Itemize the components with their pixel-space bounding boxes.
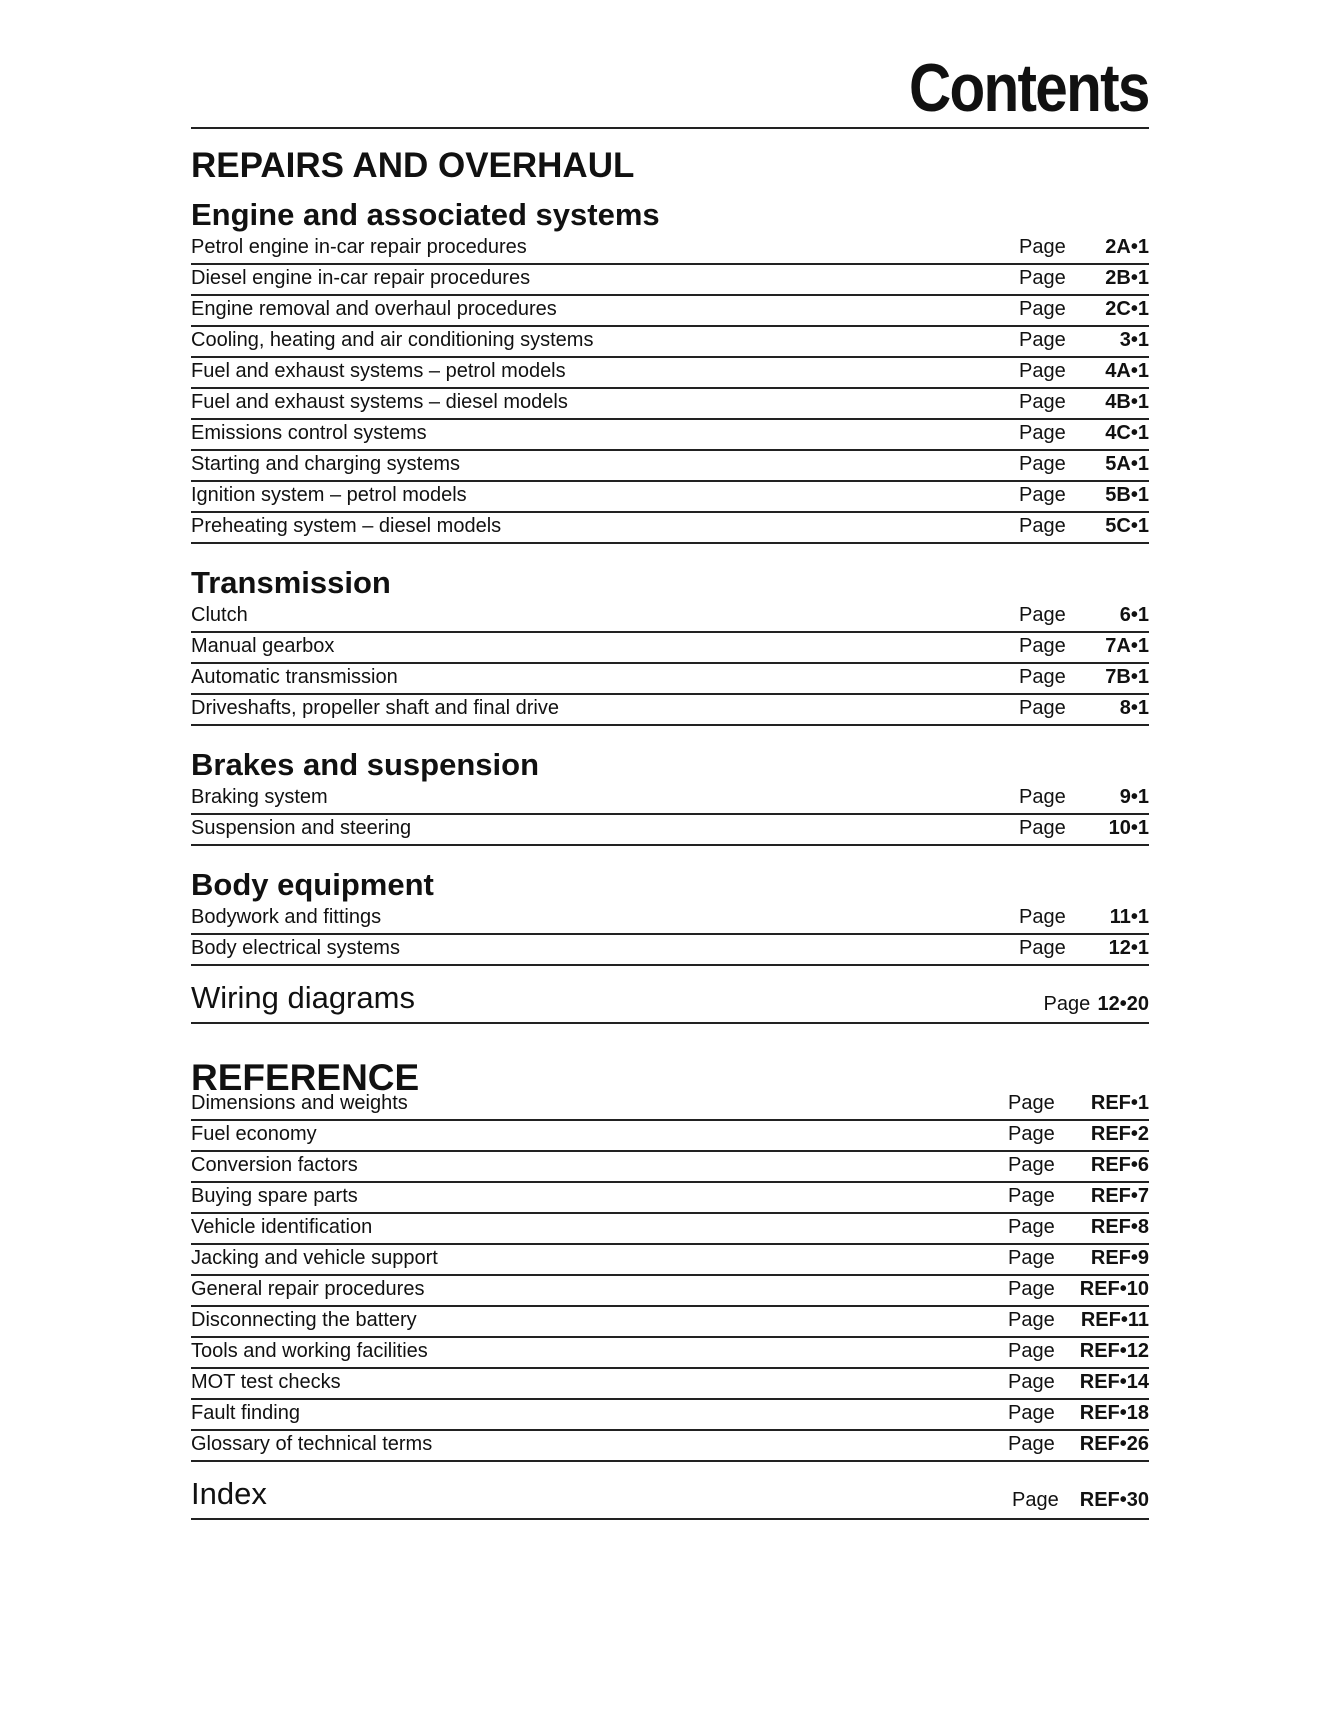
contents-entry[interactable] bbox=[191, 935, 1149, 966]
page-number: REF•2 bbox=[1090, 1123, 1149, 1145]
page-word: Page bbox=[1019, 329, 1066, 351]
page-number: 6•1 bbox=[1119, 604, 1149, 626]
page-number: 9•1 bbox=[1119, 786, 1149, 808]
page-number: 4B•1 bbox=[1105, 391, 1149, 413]
page-word: Page bbox=[1019, 298, 1066, 320]
page-number: 5C•1 bbox=[1105, 515, 1149, 537]
page-number: 7A•1 bbox=[1105, 635, 1149, 657]
entry-label: Fault finding bbox=[191, 1402, 300, 1424]
entry-label: Conversion factors bbox=[191, 1154, 358, 1176]
page-word: Page bbox=[1008, 1216, 1055, 1238]
group-engine bbox=[191, 196, 1149, 544]
group-title: Brakes and suspension bbox=[191, 747, 540, 782]
page-word: Page bbox=[1008, 1433, 1055, 1455]
page-number: 4C•1 bbox=[1105, 422, 1149, 444]
page-number: REF•6 bbox=[1090, 1154, 1149, 1176]
entry-label: Bodywork and fittings bbox=[191, 906, 382, 928]
entry-label: Fuel economy bbox=[191, 1123, 317, 1145]
page-number: 12•20 bbox=[1097, 993, 1149, 1015]
entry-label: Cooling, heating and air conditioning systems bbox=[191, 329, 594, 351]
page-word: Page bbox=[1019, 786, 1066, 808]
page-word: Page bbox=[1019, 422, 1066, 444]
page-word: Page bbox=[1008, 1309, 1055, 1331]
entry-label: Manual gearbox bbox=[191, 635, 335, 657]
contents-entry[interactable] bbox=[191, 451, 1149, 482]
entry-label: Body electrical systems bbox=[191, 937, 400, 959]
entry-label: Braking system bbox=[191, 786, 328, 808]
page-number: REF•1 bbox=[1090, 1092, 1149, 1114]
entry-label: Starting and charging systems bbox=[191, 453, 461, 475]
page-word: Page bbox=[1019, 937, 1066, 959]
repairs-heading: REPAIRS AND OVERHAUL bbox=[191, 146, 635, 185]
entry-label: Diesel engine in-car repair procedures bbox=[191, 267, 531, 289]
entry-label: Preheating system – diesel models bbox=[191, 515, 502, 537]
group-title: Transmission bbox=[191, 565, 391, 600]
entry-label: Fuel and exhaust systems – petrol models bbox=[191, 360, 566, 382]
contents-entry[interactable] bbox=[191, 513, 1149, 544]
contents-entry[interactable] bbox=[191, 633, 1149, 664]
contents-entry[interactable] bbox=[191, 234, 1149, 265]
contents-entry[interactable] bbox=[191, 695, 1149, 726]
page-word: Page bbox=[1008, 1371, 1055, 1393]
page-word: Page bbox=[1008, 1247, 1055, 1269]
page-number: REF•18 bbox=[1079, 1402, 1149, 1424]
page-word: Page bbox=[1019, 484, 1066, 506]
page-word: Page bbox=[1008, 1185, 1055, 1207]
page-word: Page bbox=[1019, 391, 1066, 413]
contents-entry[interactable] bbox=[191, 482, 1149, 513]
entry-label: Wiring diagrams bbox=[191, 980, 415, 1015]
entry-label: Vehicle identification bbox=[191, 1216, 373, 1238]
page-title: Contents bbox=[909, 50, 1149, 126]
group-title: Body equipment bbox=[191, 867, 434, 902]
page-word: Page bbox=[1008, 1154, 1055, 1176]
page-word: Page bbox=[1008, 1123, 1055, 1145]
group-items bbox=[191, 602, 1149, 726]
page-number: 2C•1 bbox=[1105, 298, 1149, 320]
page-number: REF•7 bbox=[1090, 1185, 1149, 1207]
page-number: REF•12 bbox=[1079, 1340, 1149, 1362]
entry-label: Automatic transmission bbox=[191, 666, 398, 688]
group-items bbox=[191, 904, 1149, 966]
page-number: REF•10 bbox=[1079, 1278, 1149, 1300]
entry-label: Ignition system – petrol models bbox=[191, 484, 467, 506]
contents-entry[interactable] bbox=[191, 1214, 1149, 1245]
page-word: Page bbox=[1019, 817, 1066, 839]
contents-entry[interactable] bbox=[191, 1369, 1149, 1400]
entry-label: Dimensions and weights bbox=[191, 1092, 408, 1114]
page-number: 2A•1 bbox=[1105, 236, 1149, 258]
entry-label: Tools and working facilities bbox=[191, 1340, 428, 1362]
entry-label: General repair procedures bbox=[191, 1278, 425, 1300]
page-word: Page bbox=[1019, 236, 1066, 258]
group-transmission bbox=[191, 564, 1149, 726]
page-word: Page bbox=[1012, 1489, 1059, 1511]
entry-label: Driveshafts, propeller shaft and final drive bbox=[191, 697, 559, 719]
page-word: Page bbox=[1019, 666, 1066, 688]
contents-entry[interactable] bbox=[191, 784, 1149, 815]
group-items bbox=[191, 784, 1149, 846]
page-word: Page bbox=[1019, 360, 1066, 382]
group-brakes bbox=[191, 746, 1149, 846]
contents-entry[interactable] bbox=[191, 1152, 1149, 1183]
page-number: REF•11 bbox=[1080, 1309, 1149, 1331]
contents-entry[interactable] bbox=[191, 1183, 1149, 1214]
group-items bbox=[191, 234, 1149, 544]
page-word: Page bbox=[1019, 906, 1066, 928]
page-number: 2B•1 bbox=[1105, 267, 1149, 289]
page-word: Page bbox=[1019, 453, 1066, 475]
entry-label: MOT test checks bbox=[191, 1371, 341, 1393]
reference-heading: REFERENCE bbox=[191, 1057, 420, 1098]
contents-entry[interactable] bbox=[191, 327, 1149, 358]
contents-entry[interactable] bbox=[191, 420, 1149, 451]
wiring-diagrams-entry[interactable] bbox=[191, 980, 1149, 1024]
page-number: 11•1 bbox=[1109, 906, 1149, 928]
contents-body bbox=[191, 146, 1149, 1520]
contents-entry[interactable] bbox=[191, 1400, 1149, 1431]
group-body bbox=[191, 866, 1149, 966]
contents-entry[interactable] bbox=[191, 1090, 1149, 1121]
page-number: REF•9 bbox=[1090, 1247, 1149, 1269]
page-number: 10•1 bbox=[1108, 817, 1149, 839]
contents-entry[interactable] bbox=[191, 296, 1149, 327]
contents-entry[interactable] bbox=[191, 904, 1149, 935]
entry-label: Emissions control systems bbox=[191, 422, 427, 444]
contents-entry[interactable] bbox=[191, 1338, 1149, 1369]
contents-entry[interactable] bbox=[191, 358, 1149, 389]
page-word: Page bbox=[1008, 1092, 1055, 1114]
contents-entry[interactable] bbox=[191, 1307, 1149, 1338]
page-word: Page bbox=[1019, 267, 1066, 289]
page-number: REF•8 bbox=[1090, 1216, 1149, 1238]
entry-label: Fuel and exhaust systems – diesel models bbox=[191, 391, 568, 413]
contents-entry[interactable] bbox=[191, 265, 1149, 296]
contents-entry[interactable] bbox=[191, 1121, 1149, 1152]
page-word: Page bbox=[1008, 1340, 1055, 1362]
reference-items bbox=[191, 1090, 1149, 1462]
entry-label: Disconnecting the battery bbox=[191, 1309, 417, 1331]
entry-label: Glossary of technical terms bbox=[191, 1433, 433, 1455]
contents-entry[interactable] bbox=[191, 389, 1149, 420]
contents-entry[interactable] bbox=[191, 664, 1149, 695]
page-word: Page bbox=[1043, 993, 1091, 1015]
page-word: Page bbox=[1019, 635, 1066, 657]
page-number: 4A•1 bbox=[1105, 360, 1149, 382]
entry-label: Petrol engine in-car repair procedures bbox=[191, 236, 527, 258]
page-number: 7B•1 bbox=[1105, 666, 1149, 688]
page-number: REF•14 bbox=[1079, 1371, 1149, 1393]
page-number: REF•26 bbox=[1079, 1433, 1149, 1455]
page-word: Page bbox=[1008, 1402, 1055, 1424]
group-title: Engine and associated systems bbox=[191, 197, 660, 232]
contents-entry[interactable] bbox=[191, 602, 1149, 633]
title-rule bbox=[191, 127, 1149, 129]
contents-entry[interactable] bbox=[191, 1431, 1149, 1462]
page-number: REF•30 bbox=[1079, 1489, 1149, 1511]
entry-label: Jacking and vehicle support bbox=[191, 1247, 438, 1269]
page-number: 12•1 bbox=[1108, 937, 1149, 959]
entry-label: Engine removal and overhaul procedures bbox=[191, 298, 557, 320]
index-entry[interactable] bbox=[191, 1476, 1149, 1520]
entry-label: Clutch bbox=[191, 604, 248, 626]
contents-entry[interactable] bbox=[191, 1245, 1149, 1276]
page-number: 8•1 bbox=[1119, 697, 1149, 719]
page-number: 5A•1 bbox=[1105, 453, 1149, 475]
page-word: Page bbox=[1019, 604, 1066, 626]
contents-entry[interactable] bbox=[191, 815, 1149, 846]
page-word: Page bbox=[1019, 515, 1066, 537]
page-word: Page bbox=[1008, 1278, 1055, 1300]
page-number: 5B•1 bbox=[1105, 484, 1149, 506]
page-number: 3•1 bbox=[1119, 329, 1149, 351]
entry-label: Index bbox=[191, 1476, 267, 1511]
entry-label: Suspension and steering bbox=[191, 817, 412, 839]
reference-section bbox=[191, 1058, 1149, 1520]
page-word: Page bbox=[1019, 697, 1066, 719]
entry-label: Buying spare parts bbox=[191, 1185, 358, 1207]
contents-entry[interactable] bbox=[191, 1276, 1149, 1307]
